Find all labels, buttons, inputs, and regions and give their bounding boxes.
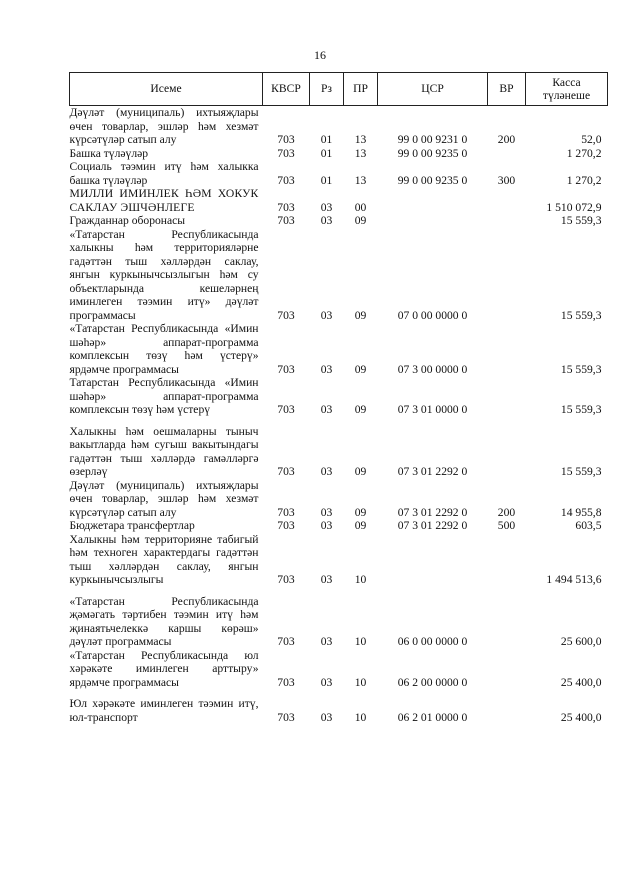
cell-kvsr: 703	[277, 519, 295, 532]
cell-csr	[378, 187, 488, 214]
table-row	[70, 519, 608, 533]
cell-name: Юл хәрәкәте иминлеген тәэмин итү, юл-транспорт	[69, 697, 259, 724]
cell-vr	[488, 376, 526, 425]
cell-vr	[488, 649, 526, 698]
cell-name: Бюджетара трансфертлар	[69, 519, 195, 532]
table-row	[70, 147, 608, 161]
cell-pr: 09	[354, 362, 367, 376]
cell-rz: 03	[320, 465, 333, 478]
header-pr: ПР	[344, 73, 378, 106]
cell-vr	[488, 595, 526, 649]
cell-kvsr: 703	[277, 308, 295, 322]
cell-pr: 10	[354, 573, 367, 586]
cell-vr	[488, 697, 526, 724]
cell-name: Дәүләт (муниципаль) ихтыяҗлары өчен товарлар, эшләр һәм хезмәт күрсәтүләр сатып алу	[69, 106, 259, 146]
cell-vr	[488, 214, 526, 228]
cell-csr: 07 3 01 2292 0	[397, 519, 468, 532]
cell-name: «Татарстан Республикасында халыкны һәм территорияләрне гадәттән тыш хәлләрдән саклау, янгын куркынычсызлыгын һәм су объектларында кешеләрнең иминлеген тәэмин итү» дәүләт программасы	[69, 227, 259, 322]
cell-name: Социаль тәэмин итү һәм халыкка башка түләүләр	[69, 160, 259, 187]
cell-kvsr: 703	[277, 362, 295, 376]
cell-kvsr: 703	[277, 710, 295, 724]
header-name: Исеме	[70, 73, 263, 106]
cell-pr: 09	[354, 214, 367, 227]
cell-csr: 07 3 00 0000 0	[397, 362, 468, 376]
cell-name: Халыкны һәм территорияне табигый һәм техноген характердагы гадәттән тыш хәлләрдән саклау, янгын куркынычсызлыгы	[69, 532, 259, 586]
cell-vr	[488, 187, 526, 214]
header-kassa: Касса түләнеше	[526, 73, 608, 106]
cell-rz: 01	[320, 173, 333, 187]
cell-kvsr: 703	[277, 173, 295, 187]
cell-csr: 06 2 00 0000 0	[397, 675, 468, 689]
cell-csr: 07 3 01 2292 0	[397, 465, 468, 478]
cell-kvsr: 703	[277, 635, 295, 648]
table-row	[70, 214, 608, 228]
budget-table	[69, 72, 608, 724]
cell-rz: 03	[320, 403, 333, 416]
cell-kassa: 52,0	[581, 133, 602, 146]
cell-pr: 09	[354, 465, 367, 478]
cell-kassa: 1 510 072,9	[546, 200, 602, 214]
cell-pr: 09	[354, 403, 367, 416]
table-row	[70, 322, 608, 376]
cell-kassa: 15 559,3	[560, 465, 602, 478]
cell-rz: 01	[320, 146, 333, 160]
cell-name: «Татарстан Республикасында «Имин шәһәр» аппарат-программа комплексын төзү һәм үстерү» ярдәмче программасы	[69, 322, 259, 376]
cell-csr: 99 0 00 9231 0	[397, 133, 468, 146]
cell-name: Дәүләт (муниципаль) ихтыяҗлары өчен товарлар, эшләр һәм хезмәт күрсәтүләр сатып алу	[69, 478, 259, 519]
cell-kvsr: 703	[277, 403, 295, 416]
cell-csr: 07 0 00 0000 0	[397, 308, 468, 322]
cell-pr: 09	[354, 505, 367, 519]
table-row	[70, 649, 608, 698]
cell-kassa: 25 600,0	[560, 635, 602, 648]
cell-csr: 06 2 01 0000 0	[397, 710, 468, 724]
page-number: 16	[314, 48, 326, 62]
table-row	[70, 533, 608, 595]
cell-vr: 200	[497, 505, 516, 519]
cell-vr: 300	[497, 173, 516, 187]
cell-rz: 03	[320, 573, 333, 586]
header-kvsr: КВСР	[263, 73, 310, 106]
cell-rz: 03	[320, 200, 333, 214]
cell-kvsr: 703	[277, 573, 295, 586]
cell-kassa: 15 559,3	[560, 403, 602, 416]
table-row	[70, 697, 608, 724]
cell-rz: 03	[320, 710, 333, 724]
table-header-row	[70, 73, 608, 106]
cell-rz: 03	[320, 675, 333, 689]
table-row	[70, 595, 608, 649]
cell-kvsr: 703	[277, 214, 295, 227]
cell-kvsr: 703	[277, 146, 295, 160]
cell-vr	[488, 533, 526, 595]
cell-csr: 99 0 00 9235 0	[397, 173, 468, 187]
table-row	[70, 228, 608, 323]
cell-vr	[488, 425, 526, 479]
cell-pr: 10	[354, 675, 367, 689]
cell-rz: 01	[320, 133, 333, 146]
cell-csr: 06 0 00 0000 0	[397, 635, 468, 648]
cell-pr: 09	[354, 519, 367, 532]
cell-kassa: 15 559,3	[560, 362, 602, 376]
cell-csr	[378, 214, 488, 228]
cell-csr: 99 0 00 9235 0	[397, 146, 468, 160]
table-row	[70, 479, 608, 520]
cell-name: Гражданнар оборонасы	[69, 214, 186, 227]
cell-pr: 09	[354, 308, 367, 322]
cell-vr	[488, 147, 526, 161]
cell-rz: 03	[320, 308, 333, 322]
cell-kvsr: 703	[277, 133, 295, 146]
table-row	[70, 160, 608, 187]
cell-pr: 13	[354, 133, 367, 146]
cell-csr	[378, 533, 488, 595]
cell-kvsr: 703	[277, 505, 295, 519]
cell-kassa: 15 559,3	[560, 308, 602, 322]
cell-rz: 03	[320, 214, 333, 227]
cell-rz: 03	[320, 635, 333, 648]
cell-name: МИЛЛИ ИМИНЛЕК ҺӘМ ХОКУК САКЛАУ ЭШЧӘНЛЕГЕ	[69, 187, 259, 214]
cell-vr	[488, 228, 526, 323]
cell-kassa: 15 559,3	[560, 214, 602, 227]
cell-kassa: 1 494 513,6	[546, 573, 602, 586]
table-row	[70, 425, 608, 479]
cell-vr: 200	[497, 133, 516, 146]
table-row	[70, 376, 608, 425]
cell-vr: 500	[497, 519, 516, 532]
cell-kvsr: 703	[277, 675, 295, 689]
header-vr: ВР	[488, 73, 526, 106]
cell-pr: 10	[354, 635, 367, 648]
header-csr: ЦСР	[378, 73, 488, 106]
cell-kassa: 14 955,8	[560, 505, 602, 519]
cell-name: «Татарстан Республикасында җәмәгать тәртибен тәэмин итү һәм җинаятьчелеккә каршы көрәш» дәүләт программасы	[69, 594, 259, 648]
cell-kassa: 1 270,2	[566, 173, 602, 187]
cell-kassa: 25 400,0	[560, 675, 602, 689]
cell-rz: 03	[320, 362, 333, 376]
cell-kassa: 603,5	[575, 519, 602, 532]
cell-name: «Татарстан Республикасында юл хәрәкәте иминлеген арттыру» ярдәмче программасы	[69, 648, 259, 689]
cell-pr: 00	[354, 200, 367, 214]
cell-rz: 03	[320, 519, 333, 532]
cell-name: Башка түләүләр	[69, 146, 149, 160]
cell-pr: 13	[354, 146, 367, 160]
cell-vr	[488, 322, 526, 376]
cell-kassa: 25 400,0	[560, 710, 602, 724]
cell-csr: 07 3 01 0000 0	[397, 403, 468, 416]
cell-name: Халыкны һәм оешмаларны тыныч вакытларда һәм сугыш вакытындагы гадәттән тыш хәлләрдә гамәлләргә өзерләү	[69, 424, 259, 478]
header-rz: Рз	[310, 73, 344, 106]
cell-kvsr: 703	[277, 465, 295, 478]
cell-kassa: 1 270,2	[566, 146, 602, 160]
cell-kvsr: 703	[277, 200, 295, 214]
cell-csr: 07 3 01 2292 0	[397, 505, 468, 519]
cell-pr: 13	[354, 173, 367, 187]
table-row	[70, 106, 608, 147]
cell-name: Татарстан Республикасында «Имин шәһәр» аппарат-программа комплексын төзү һәм үстерү	[69, 376, 259, 416]
cell-pr: 10	[354, 710, 367, 724]
cell-rz: 03	[320, 505, 333, 519]
table-row	[70, 187, 608, 214]
table-body	[70, 106, 608, 725]
